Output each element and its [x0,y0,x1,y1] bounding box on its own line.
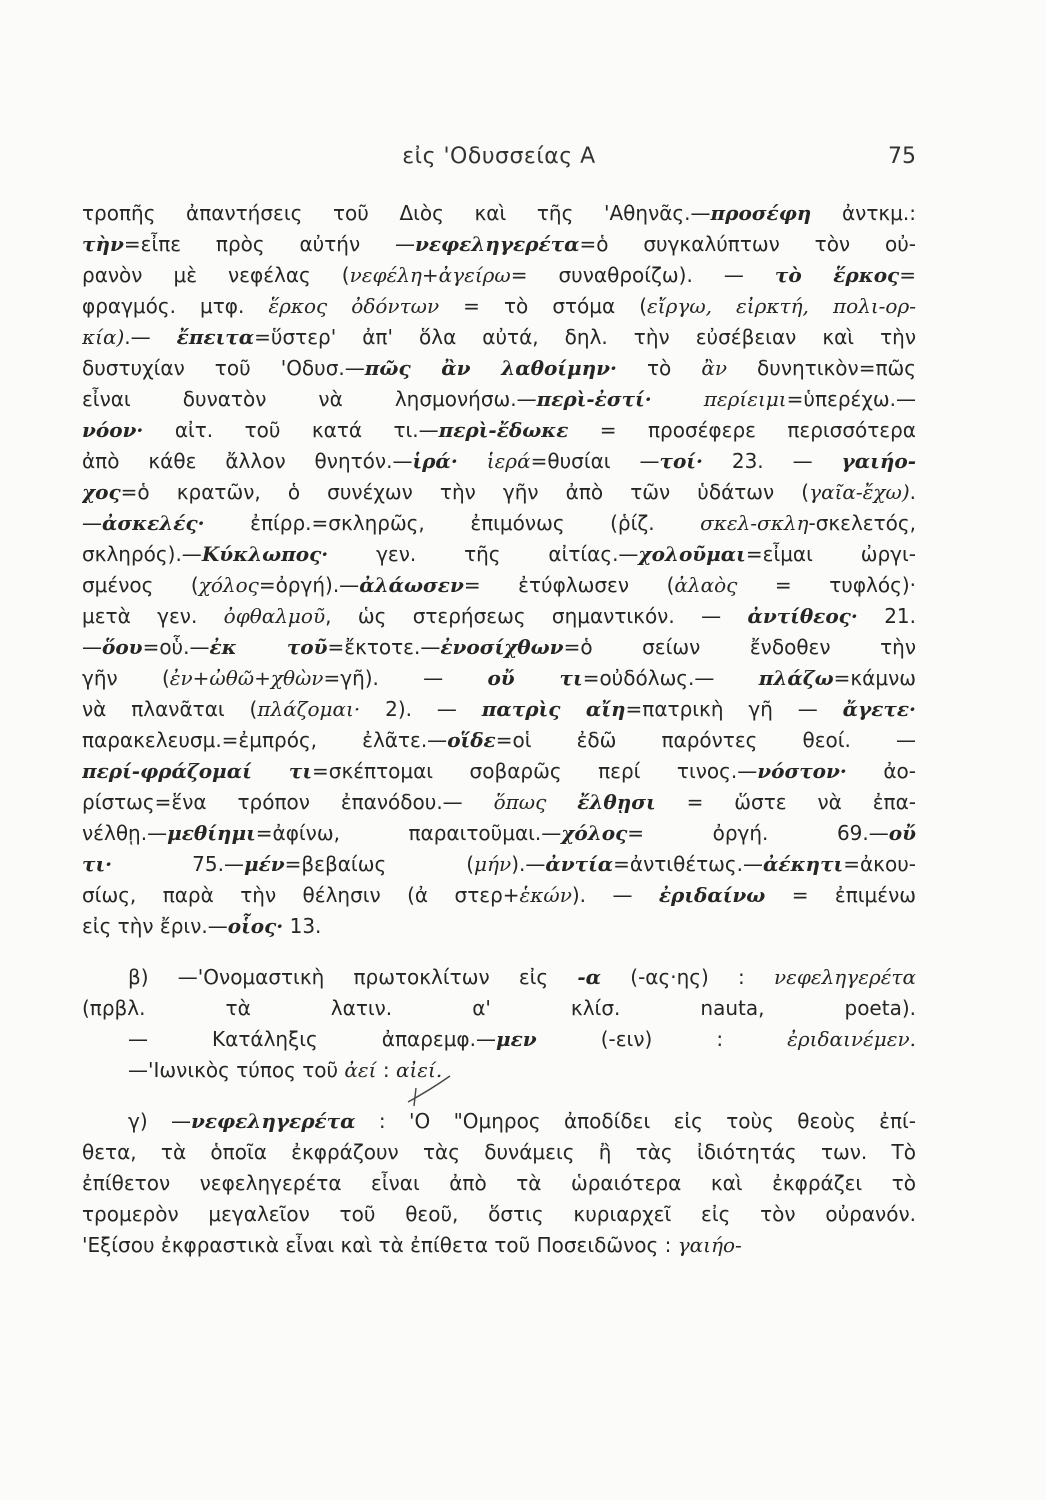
italic-run: εἴργω, εἰρκτή, πολι-ορ- [647,294,916,318]
pencil-mark [370,1072,460,1112]
text-run: = προσέφερε περισσότερα [568,418,916,442]
text-line [82,880,916,911]
text-run: 23. — [702,449,842,473]
lemma: ὅου [102,635,143,659]
lemma: ἔλθῃσι [577,790,656,814]
text-run: =οὐδόλως.— [582,666,759,690]
text-run: ἐπίθετον νεφεληγερέτα εἶναι ἀπὸ τὰ ὡραιότερα καὶ ἐκφράζει τὸ [82,1171,916,1195]
lemma: νόστον· [757,759,847,783]
text-run: παρακελευσμ.=ἐμπρός, ἐλᾶτε.— [82,728,448,752]
lemma: ἱρά· [412,449,458,473]
text-line [82,539,916,570]
lemma: νόον· [82,418,144,442]
italic-run: ὅπως [493,790,547,814]
text-run: φραγμός. μτφ. [82,294,269,318]
italic-run: ἐριδαινέμεν. [787,1027,916,1051]
text-run: ρανὸν μὲ νεφέλας ( [82,263,350,287]
text-run: =ὁ σείων ἔνδοθεν τὴν [563,635,916,659]
lemma: ἐριδαίνω [658,883,766,907]
text-run: (-ας·ης) : [601,965,774,989]
lemma: ἀέκητι [763,852,844,876]
text-run: =ἀκου- [843,852,916,876]
italic-run: ἀλαὸς [674,573,738,597]
section-b [82,962,916,1086]
text-line [82,353,916,384]
text-run: σίως, παρὰ τὴν θέλησιν (ἀ στερ+ [82,883,520,907]
text-run: ἀο- [846,759,916,783]
text-run: αἰτ. τοῦ κατά τι.— [143,418,439,442]
text-run: =γῆ). — [323,666,488,690]
italic-run: νεφέλη+ἀγείρω [349,263,511,287]
lemma: πατρὶς αἴη [481,697,626,721]
text-run: τρομερὸν μεγαλεῖον τοῦ θεοῦ, ὅστις κυριαρχεῖ εἰς τὸν οὐρανόν. [82,1202,916,1226]
text-line [82,1137,916,1168]
text-run: νέλθῃ.— [82,821,168,845]
lemma: ἐκ τοῦ [209,635,328,659]
text-run: γῆν ( [82,666,170,690]
text-run: 21. [857,604,916,628]
lemma: νεφεληγερέτα [191,1109,356,1133]
lemma: μεθίημι [167,821,256,845]
text-run: = ὥστε νὰ ἐπα- [655,790,916,814]
text-line [82,993,916,1024]
lemma: τὴν [82,232,124,256]
lemma: προσέφη [710,201,812,225]
lemma: περί-φράζομαί τι [82,759,313,783]
text-line [82,446,916,477]
text-run: = τυφλός)· [737,573,916,597]
text-run: γεν. τῆς αἰτίας.— [328,542,639,566]
glossary-paragraph [82,198,916,942]
italic-run: νεφεληγερέτα [773,965,916,989]
lemma: ἀσκελές· [102,511,205,535]
text-line [82,911,916,942]
italic-run: κία) [82,325,125,349]
text-run: ἐπίρρ.=σκληρῶς, ἐπιμόνως (ῥίζ. [204,511,701,535]
text-run: =βεβαίως ( [284,852,475,876]
text-run [652,387,704,411]
text-line [82,849,916,880]
text-run: =ὁ κρατῶν, ὁ συνέχων τὴν γῆν ἀπὸ τῶν ὑδάτων ( [120,480,810,504]
text-line [82,663,916,694]
text-run: γ) — [128,1109,191,1133]
italic-run: χόλος [198,573,259,597]
text-line [82,962,916,993]
text-line [82,756,916,787]
lemma: περὶ-ἔδωκε [438,418,569,442]
text-line [82,1230,916,1261]
lemma: νεφεληγερέτα [414,232,580,256]
lemma: οἵδε [447,728,496,752]
text-run: — [82,635,102,659]
lemma: μεν [495,1027,537,1051]
lemma: τοί· [659,449,703,473]
italic-run: ἑκών [519,883,572,907]
text-run: 2). — [360,697,482,721]
lemma: χόλος [561,821,628,845]
text-run: 13. [283,914,322,938]
text-run: =ἀφίνω, παραιτοῦμαι.— [255,821,562,845]
italic-run: μήν [474,852,512,876]
italic-run: γαιήο- [677,1233,742,1257]
text-run [546,790,577,814]
text-line [82,477,916,508]
italic-run: σκελ-σκλη [700,511,809,535]
lemma: μέν [243,852,285,876]
text-run: : 'Ο "Ομηρος ἀποδίδει εἰς τοὺς θεοὺς ἐπί- [355,1109,916,1133]
text-line [82,291,916,322]
italic-run: ἀεί [344,1058,377,1082]
italic-run: γαῖα-ἔχω) [809,480,910,504]
text-line [82,198,916,229]
lemma: οἷος· [227,914,284,938]
text-run: εἰς τὴν ἔριν.— [82,914,228,938]
text-run: —'Ιωνικὸς τύπος τοῦ [128,1058,345,1082]
text-line [82,229,916,260]
text-run: =κάμνω [833,666,916,690]
text-run: = ὀργή. 69.— [627,821,889,845]
text-run: . [909,480,916,504]
text-run: = [899,263,916,287]
text-line [82,322,916,353]
lemma: πῶς ἂν λαθοίμην· [364,356,617,380]
text-run: 'Εξίσου ἐκφραστικὰ εἶναι καὶ τὰ ἐπίθετα τοῦ Ποσειδῶνος : [82,1233,678,1257]
page-header [82,142,916,172]
text-run: ρίστως=ἕνα τρόπον ἐπανόδου.— [82,790,494,814]
text-run: — [82,511,102,535]
lemma: πλάζω [758,666,834,690]
text-line [82,1106,916,1137]
text-run: =οὗ.— [142,635,210,659]
text-line [82,787,916,818]
italic-run: ἕρκος ὀδόντων [268,294,440,318]
italic-run: ἱερά [486,449,531,473]
lemma: χος [82,480,121,504]
text-line [82,415,916,446]
text-run: : [376,1058,396,1082]
lemma: ἄγετε· [842,697,916,721]
text-run: = συναθροίζω). — [510,263,775,287]
text-run: =ἀντιθέτως.— [613,852,764,876]
lemma: τὸ ἕρκος [774,263,900,287]
lemma: τι· [82,852,113,876]
lemma: ἀντίθεος· [747,604,858,628]
text-line [82,725,916,756]
text-run: νὰ πλανᾶται ( [82,697,258,721]
text-line [82,1024,916,1055]
page-number: 75 [888,144,916,169]
italic-run: ἐν+ὠθῶ+χθὼν [169,666,324,690]
text-run: σκληρός).— [82,542,202,566]
text-run: =ὀργή).— [258,573,360,597]
text-run: =ὁ συγκαλύπτων τὸν οὐ- [579,232,916,256]
text-line [82,384,916,415]
text-run: =θυσίαι — [530,449,660,473]
lemma: οὔ [888,821,916,845]
text-run: εἶναι δυνατὸν νὰ λησμονήσω.— [82,387,537,411]
text-run: ). — [571,883,659,907]
commentary-body [82,198,916,1261]
text-line [82,632,916,663]
lemma: οὔ τι [487,666,583,690]
text-run: 75.— [112,852,244,876]
text-line [82,1055,916,1086]
italic-run: αἰεί. [395,1058,443,1082]
text-run: , ὡς στερήσεως σημαντικόν. — [325,604,748,628]
text-run: δυνητικὸν=πῶς [727,356,916,380]
text-run: =εἶμαι ὠργι- [745,542,916,566]
text-run: =ὕστερ' ἀπ' ὅλα αὐτά, δηλ. τὴν εὐσέβειαν καὶ τὴν [254,325,916,349]
lemma: ἐνοσίχθων [440,635,564,659]
italic-run: πλάζομαι· [257,697,361,721]
text-line [82,694,916,725]
text-run: =πατρικὴ γῆ — [625,697,843,721]
text-run: =σκέπτομαι σοβαρῶς περί τινος.— [312,759,758,783]
lemma: ἔπειτα [176,325,255,349]
text-run: δυστυχίαν τοῦ 'Οδυσ.— [82,356,365,380]
lemma: ἀλάωσεν [359,573,464,597]
text-run: = ἐπιμένω [765,883,916,907]
text-run: β) —'Ονομαστικὴ πρωτοκλίτων εἰς [128,965,578,989]
text-run: = τὸ στόμα ( [439,294,648,318]
text-run: (πρβλ. τὰ λατιν. α' κλίσ. nauta, poeta). [82,996,916,1020]
text-run: — Κατάληξις ἀπαρεμφ.— [128,1027,496,1051]
lemma: περὶ-ἐστί· [536,387,652,411]
italic-run: περίειμι [703,387,787,411]
text-line [82,1199,916,1230]
lemma: Κύκλωπος· [201,542,329,566]
text-run: =ὑπερέχω.— [786,387,916,411]
running-title: εἰς 'Οδυσσείας Α [402,144,596,169]
text-run: .— [124,325,177,349]
text-line [82,818,916,849]
italic-run: ὀφθαλμοῦ [223,604,326,628]
lemma: -α [577,965,602,989]
text-line [82,1168,916,1199]
text-run: (-ειν) : [536,1027,788,1051]
text-run: =οἱ ἐδῶ παρόντες θεοί. — [495,728,916,752]
text-run: τροπῆς ἀπαντήσεις τοῦ Διὸς καὶ τῆς 'Αθηνᾶς.— [82,201,711,225]
lemma: ἀντία [545,852,614,876]
text-run: = ἐτύφλωσεν ( [463,573,675,597]
text-run: σμένος ( [82,573,199,597]
lemma: γαιήο- [841,449,916,473]
text-run: θετα, τὰ ὁποῖα ἐκφράζουν τὰς δυνάμεις ἢ τὰς ἰδιότητάς των. Τὸ [82,1140,916,1164]
text-run: τὸ [616,356,702,380]
text-run: ἀντκμ.: [811,201,916,225]
text-run: =ἔκτοτε.— [327,635,441,659]
section-c [82,1106,916,1261]
text-run: ἀπὸ κάθε ἄλλον θνητόν.— [82,449,413,473]
text-run [458,449,487,473]
text-run: -σκελετός, [808,511,916,535]
text-line [82,601,916,632]
lemma: χολοῦμαι [638,542,746,566]
text-line [82,570,916,601]
text-run: =εἶπε πρὸς αὐτήν — [123,232,415,256]
text-line [82,508,916,539]
italic-run: ἂν [701,356,728,380]
text-line [82,260,916,291]
text-run: ).— [511,852,546,876]
text-run: μετὰ γεν. [82,604,224,628]
